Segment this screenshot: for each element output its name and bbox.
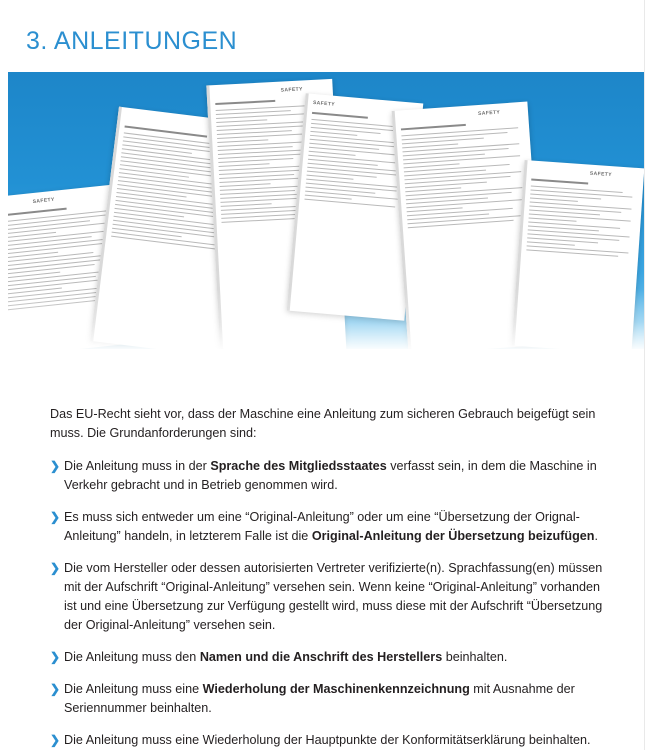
emphasized-text: Namen und die Anschrift des Herstellers xyxy=(199,650,443,664)
booklet-tag-label: SAFETY xyxy=(589,170,613,179)
emphasized-text: Original-Anleitung der Übersetzung beizufügen xyxy=(311,529,595,543)
intro-paragraph: Das EU-Recht sieht vor, dass der Maschine eine Anleitung zum sicheren Gebrauch beigefügt sein muss. Die Grundanforderungen sind: xyxy=(50,407,596,440)
plain-text: Die Anleitung muss eine xyxy=(64,682,203,696)
requirements-list xyxy=(50,457,604,750)
plain-text: Es muss sich entweder um eine “Original-Anleitung” oder um eine “Übersetzung der Orignal-Anleitung” handeln, in letzterem Falle ist die xyxy=(64,510,580,543)
requirement-text xyxy=(64,650,507,664)
requirement-text xyxy=(64,561,602,632)
requirement-text xyxy=(64,733,590,747)
chevron-right-icon: ❯ xyxy=(50,650,61,664)
plain-text: Die Anleitung muss eine Wiederholung der Hauptpunkte der Konformitätserklärung beinhalten. xyxy=(64,733,591,747)
page-title: 3. ANLEITUNGEN xyxy=(26,27,238,55)
plain-text: Die vom Hersteller oder dessen autorisierten Vertreter verifizierte(n). Sprachfassung(en) müssen mit der Aufschrift “Original-Anleitung” versehen sein. Wenn keine “Original-Anleitung” vorhanden ist und eine Übersetzung zur Verfügung gestellt wird, muss diese mit der Aufschrift “Übersetzung der Original-Anleitung” versehen sein. xyxy=(64,561,603,632)
requirement-item xyxy=(50,508,604,546)
requirement-item xyxy=(50,680,604,718)
chevron-right-icon: ❯ xyxy=(50,459,61,473)
booklet-tag-label: SAFETY xyxy=(280,86,303,94)
requirement-text xyxy=(64,682,575,715)
plain-text: mit Ausnahme der Seriennummer beinhalten. xyxy=(64,682,575,715)
booklet-tag-label: SAFETY xyxy=(477,109,501,118)
requirement-item xyxy=(50,731,604,750)
plain-text: . xyxy=(594,529,598,543)
requirement-item xyxy=(50,457,604,495)
plain-text: verfasst sein, in dem die Maschine in Verkehr gebracht und in Betrieb genommen wird. xyxy=(64,459,597,492)
title-block xyxy=(0,0,652,72)
emphasized-text: Sprache des Mitgliedsstaates xyxy=(210,459,387,473)
chevron-right-icon: ❯ xyxy=(50,733,61,747)
requirement-item xyxy=(50,559,604,635)
body-content xyxy=(0,349,652,750)
chevron-right-icon: ❯ xyxy=(50,510,61,524)
hero-bottom-fade xyxy=(8,289,644,349)
booklet-tag-label: SAFETY xyxy=(312,99,336,108)
plain-text: Die Anleitung muss in der xyxy=(64,459,211,473)
plain-text: Die Anleitung muss den xyxy=(64,650,200,664)
plain-text: beinhalten. xyxy=(442,650,508,664)
requirement-item xyxy=(50,648,604,667)
chevron-right-icon: ❯ xyxy=(50,682,61,696)
chevron-right-icon: ❯ xyxy=(50,561,61,575)
requirement-text xyxy=(64,510,598,543)
booklet-tag-label: SAFETY xyxy=(32,196,56,206)
hero-image xyxy=(8,72,644,349)
emphasized-text: Wiederholung der Maschinenkennzeichnung xyxy=(202,682,470,696)
requirement-text xyxy=(64,459,597,492)
